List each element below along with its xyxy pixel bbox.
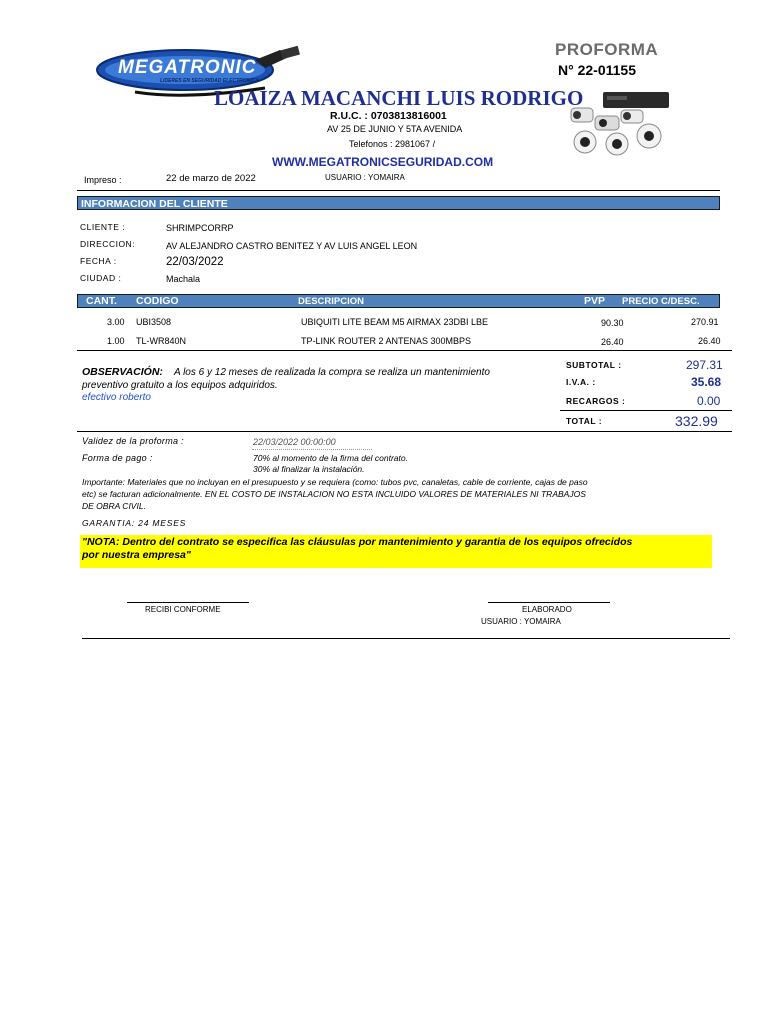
prepared-label: ELABORADO — [522, 605, 572, 614]
logo-slogan: LIDERES EN SEGURIDAD ELECTRONICA — [160, 78, 259, 84]
recargos-label: RECARGOS : — [566, 396, 626, 406]
column-price: PRECIO C/DESC. — [622, 296, 700, 307]
important-line-3: DE OBRA CIVIL. — [82, 501, 146, 511]
footer-divider — [82, 638, 730, 639]
row-price: 26.40 — [698, 336, 721, 346]
observation-note: efectivo roberto — [82, 392, 151, 403]
document-title: PROFORMA — [555, 40, 659, 59]
client-section-header: INFORMACION DEL CLIENTE — [77, 196, 720, 210]
received-label: RECIBI CONFORME — [145, 605, 221, 614]
column-qty: CANT. — [86, 295, 117, 307]
important-line-1: Importante: Materiales que no incluyan en el presupuesto y se requiera (como: tubos pvc, canaletas, cable de corriente, cajas de paso — [82, 477, 588, 487]
logo-text: MEGATRONIC — [118, 57, 257, 78]
observation-text-2: preventivo gratuito a los equipos adquiridos. — [82, 380, 278, 391]
validity-underline — [252, 449, 372, 450]
row-qty: 1.00 — [107, 336, 125, 346]
payment-line-1: 70% al momento de la firma del contrato. — [253, 453, 408, 463]
printed-label: Impreso : — [84, 175, 122, 185]
warranty-text: GARANTIA: 24 MESES — [82, 518, 187, 528]
printed-date: 22 de marzo de 2022 — [166, 173, 256, 184]
company-phones: Telefonos : 2981067 / — [349, 139, 436, 149]
date-label: FECHA : — [80, 256, 117, 266]
column-pvp: PVP — [584, 295, 606, 307]
table-divider — [77, 350, 732, 351]
received-signature-line — [127, 602, 249, 603]
subtotal-label: SUBTOTAL : — [566, 360, 622, 370]
recargos-value: 0.00 — [697, 394, 721, 408]
document-number: N° 22-01155 — [558, 62, 636, 78]
observation-label: OBSERVACIÓN: — [82, 366, 163, 378]
city-value: Machala — [166, 274, 201, 284]
column-code: CODIGO — [136, 295, 179, 307]
row-description: TP-LINK ROUTER 2 ANTENAS 300MBPS — [301, 336, 472, 346]
note-line-1: "NOTA: Dentro del contrato se especifica las cláusulas por mantenimiento y garantia de los equipos ofrecidos — [82, 536, 633, 548]
user-label: USUARIO : YOMAIRA — [325, 173, 405, 182]
header-divider — [77, 190, 720, 191]
validity-label: Validez de la proforma : — [82, 436, 184, 446]
company-name: LOAIZA MACANCHI LUIS RODRIGO — [214, 86, 584, 110]
row-price: 270.91 — [691, 317, 719, 327]
row-description: UBIQUITI LITE BEAM M5 AIRMAX 23DBI LBE — [301, 317, 489, 327]
row-qty: 3.00 — [107, 317, 125, 327]
city-label: CIUDAD : — [80, 273, 122, 283]
company-website[interactable]: WWW.MEGATRONICSEGURIDAD.COM — [272, 155, 494, 169]
iva-label: I.V.A. : — [566, 377, 596, 387]
iva-value: 35.68 — [691, 375, 722, 389]
observation-text-1: A los 6 y 12 meses de realizada la compra se realiza un mantenimiento — [174, 367, 490, 378]
payment-line-2: 30% al finalizar la instalación. — [253, 464, 365, 474]
totals-bottom-divider — [77, 431, 732, 432]
totals-divider — [560, 410, 732, 411]
company-ruc: R.U.C. : 0703813816001 — [330, 110, 447, 122]
payment-label: Forma de pago : — [82, 453, 153, 463]
address-label: DIRECCION: — [80, 239, 136, 249]
important-line-2: etc) se facturan adicionalmente. EN EL COSTO DE INSTALACION NO ESTA INCLUIDO VALORES DE MATERIALES NI TRABAJOS — [82, 489, 586, 499]
row-pvp: 90.30 — [601, 318, 624, 328]
note-line-2: por nuestra empresa" — [82, 549, 191, 561]
prepared-user: USUARIO : YOMAIRA — [481, 617, 561, 626]
client-label: CLIENTE : — [80, 222, 126, 232]
items-table-header — [77, 294, 720, 308]
row-pvp: 26.40 — [601, 337, 624, 347]
subtotal-value: 297.31 — [686, 358, 723, 372]
date-value: 22/03/2022 — [166, 256, 224, 268]
row-code: UBI3508 — [136, 317, 172, 327]
company-address: AV 25 DE JUNIO Y 5TA AVENIDA — [327, 124, 463, 134]
validity-value: 22/03/2022 00:00:00 — [253, 437, 336, 447]
client-value: SHRIMPCORRP — [166, 223, 234, 233]
column-description: DESCRIPCION — [298, 296, 364, 307]
total-value: 332.99 — [675, 413, 718, 429]
row-code: TL-WR840N — [136, 336, 187, 346]
total-label: TOTAL : — [566, 416, 603, 426]
prepared-signature-line — [488, 602, 610, 603]
address-value: AV ALEJANDRO CASTRO BENITEZ Y AV LUIS ANGEL LEON — [166, 241, 418, 251]
